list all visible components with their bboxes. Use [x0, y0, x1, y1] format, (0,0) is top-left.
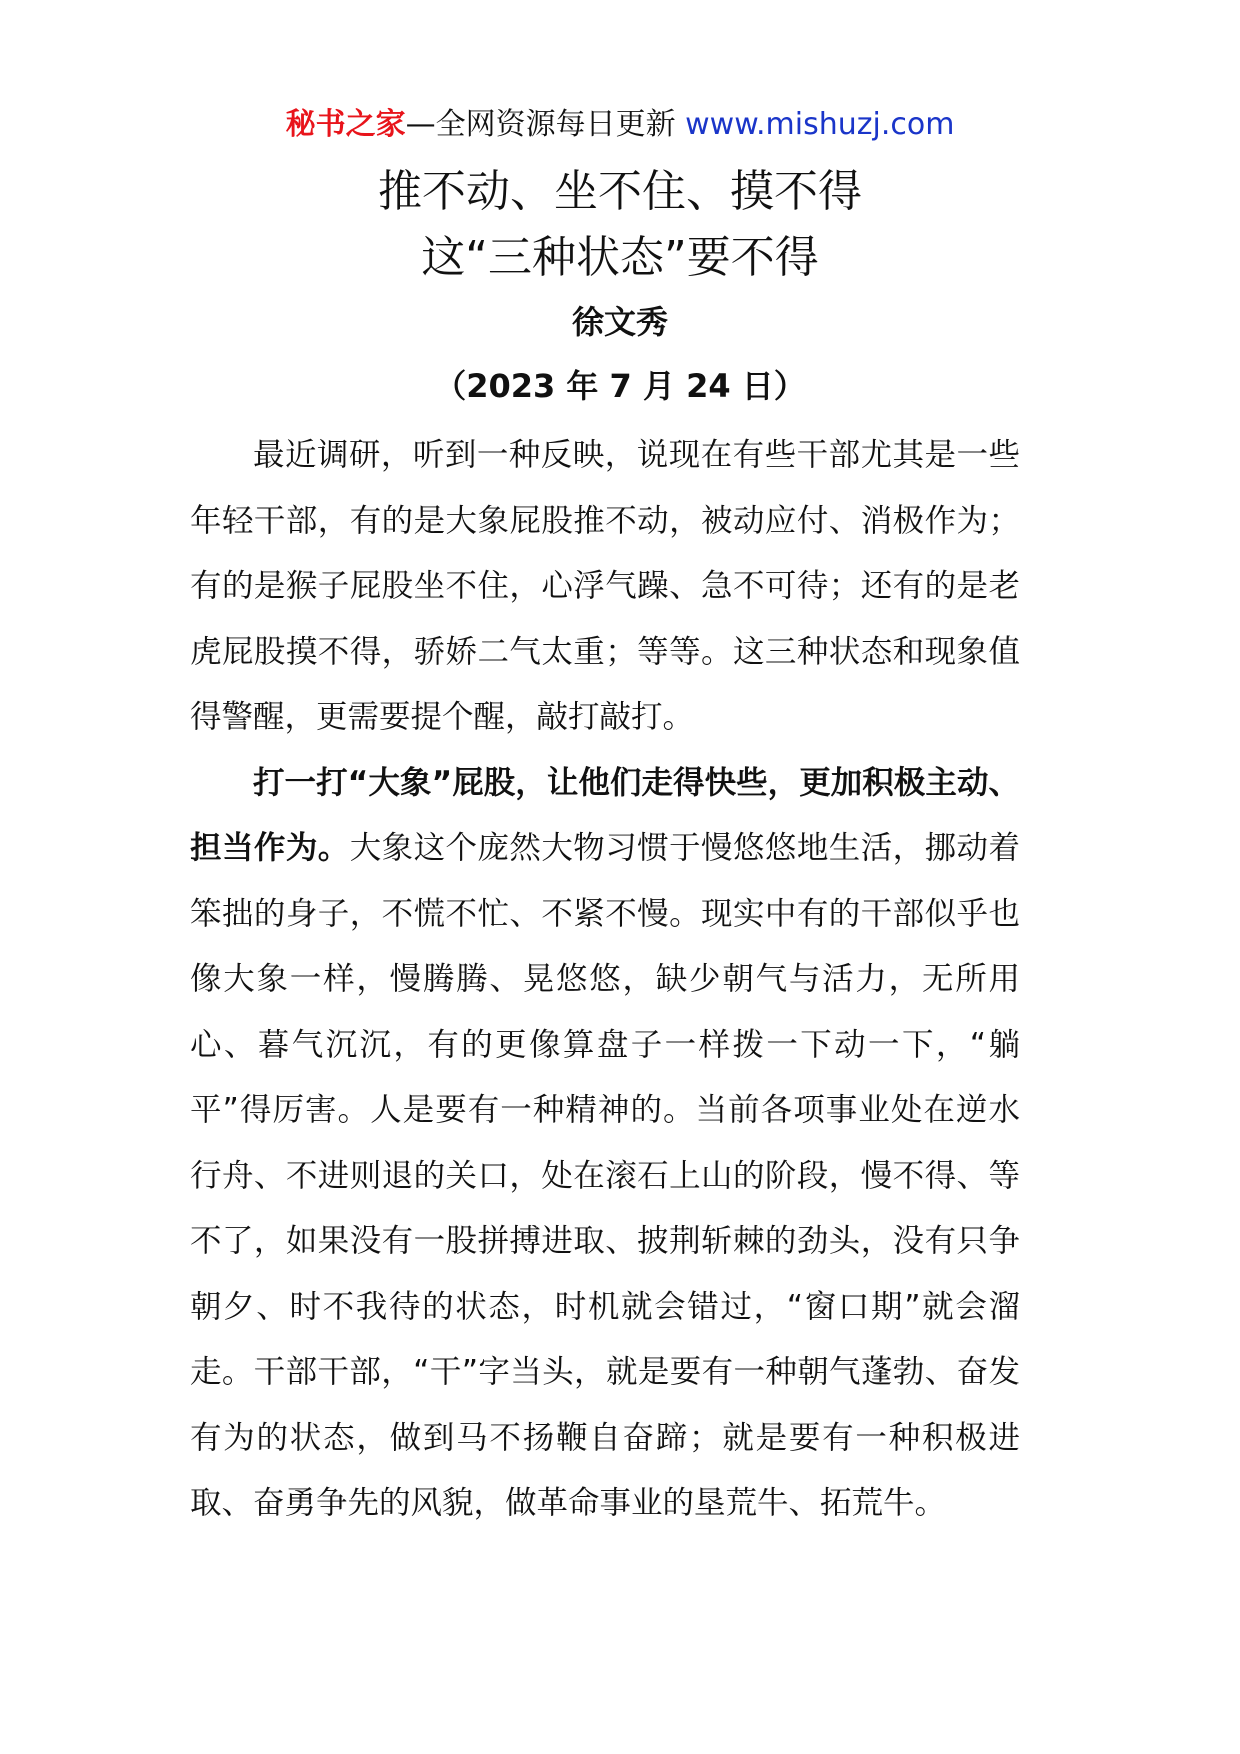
paragraph-2: [190, 751, 1020, 1537]
article-body: [190, 423, 1020, 1537]
article-title-line-2: 这“三种状态”要不得: [421, 232, 819, 283]
paragraph-2-text: 大象这个庞然大物习惯于慢悠悠地生活，挪动着笨拙的身子，不慌不忙、不紧不慢。现实中有的干部似乎也像大象一样，慢腾腾、晃悠悠，缺少朝气与活力，无所用心、暮气沉沉，有的更像算盘子一样拨一下动一下，“躺平”得厉害。人是要有一种精神的。当前各项事业处在逆水行舟、不进则退的关口，处在滚石上山的阶段，慢不得、等不了，如果没有一股拼搏进取、披荆斩棘的劲头，没有只争朝夕、时不我待的状态，时机就会错过，“窗口期”就会溜走。干部干部，“干”字当头，就是要有一种朝气蓬勃、奋发有为的状态，做到马不扬鞭自奋蹄；就是要有一种积极进取、奋勇争先的风貌，做革命事业的垦荒牛、拓荒牛。: [190, 830, 1020, 1521]
site-tagline: —全网资源每日更新: [405, 107, 686, 142]
article-date: （2023 年 7 月 24 日）: [434, 367, 806, 405]
paragraph-1-text: 最近调研，听到一种反映，说现在有些干部尤其是一些年轻干部，有的是大象屁股推不动，被动应付、消极作为；有的是猴子屁股坐不住，心浮气躁、急不可待；还有的是老虎屁股摸不得，骄娇二气太重；等等。这三种状态和现象值得警醒，更需要提个醒，敲打敲打。: [190, 437, 1020, 735]
article-author: 徐文秀: [571, 303, 668, 341]
site-name: 秘书之家: [285, 107, 406, 142]
paragraph-1: [190, 423, 1020, 751]
site-url-link[interactable]: www.mishuzj.com: [685, 107, 955, 142]
site-header: [0, 103, 1240, 147]
paragraph-2-lead: 打一打“大象”屁股，让他们走得快些，更加积极主动、担当作为。: [190, 764, 1020, 866]
article-title-line-1: 推不动、坐不住、摸不得: [378, 166, 862, 217]
